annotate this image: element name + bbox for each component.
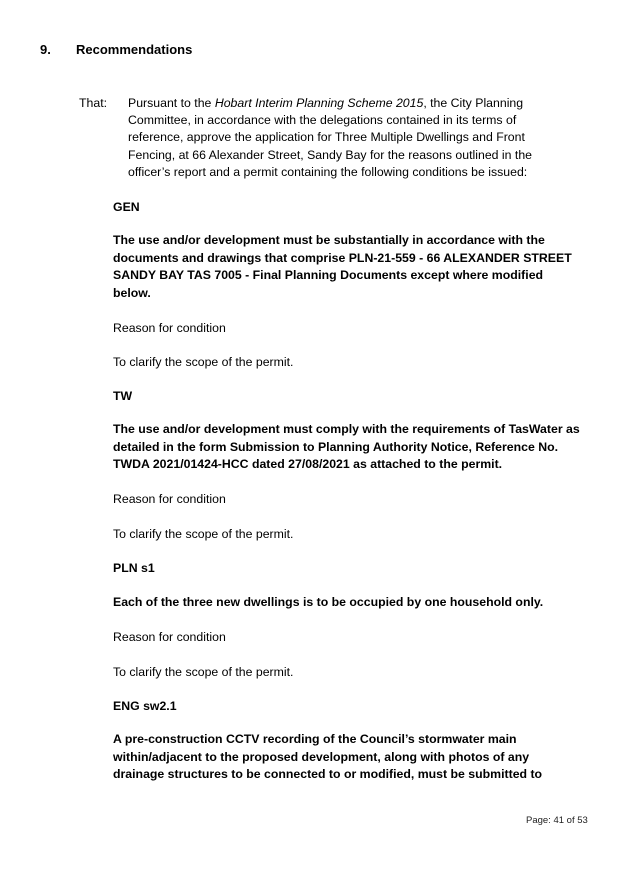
condition-reason-label-gen: Reason for condition bbox=[113, 321, 226, 335]
scheme-name: Hobart Interim Planning Scheme 2015 bbox=[214, 96, 424, 110]
section-number: 9. bbox=[40, 42, 51, 57]
recommendation-intro bbox=[79, 95, 549, 181]
condition-code-pln-s1: PLN s1 bbox=[113, 561, 155, 575]
condition-reason-gen: To clarify the scope of the permit. bbox=[113, 355, 294, 369]
that-label: That: bbox=[79, 96, 108, 110]
condition-text-gen: The use and/or development must be substantially in accordance with the documents and drawings that comprise PLN-21-559 - 66 ALEXANDER STREET SANDY BAY TAS 7005 - Final Planning Documents except where modified below. bbox=[113, 233, 572, 300]
page-number: Page: 41 of 53 bbox=[526, 815, 588, 826]
condition-code-tw: TW bbox=[113, 389, 133, 403]
condition-reason-label-tw: Reason for condition bbox=[113, 492, 226, 506]
condition-text-eng-sw2-1: A pre-construction CCTV recording of the Council’s stormwater main within/adjacent to the proposed development, along with photos of any drainage structures to be connected to or modified, must be submitted to bbox=[113, 732, 543, 782]
condition-code-gen: GEN bbox=[113, 200, 140, 214]
condition-reason-label-pln-s1: Reason for condition bbox=[113, 630, 226, 644]
condition-code-eng-sw2-1: ENG sw2.1 bbox=[113, 699, 177, 713]
condition-reason-tw: To clarify the scope of the permit. bbox=[113, 527, 294, 541]
section-title: Recommendations bbox=[76, 42, 193, 57]
condition-text-tw: The use and/or development must comply with the requirements of TasWater as detailed in the form Submission to Planning Authority Notice, Reference No. TWDA 2021/01424-HCC dated 27/08/2021 as attached to the permit. bbox=[113, 422, 580, 472]
condition-text-pln-s1: Each of the three new dwellings is to be occupied by one household only. bbox=[113, 595, 544, 609]
intro-text-before: Pursuant to the bbox=[128, 96, 215, 110]
intro-text-after: , the City Planning Committee, in accordance with the delegations contained in its terms of reference, approve the application for Three Multiple Dwellings and Front Fencing, at 66 Alexander Street, Sandy Bay for the reasons outlined in the officer’s report and a permit containing the following conditions be issued: bbox=[128, 96, 533, 179]
section-heading bbox=[40, 42, 192, 57]
intro-text bbox=[128, 95, 549, 181]
condition-reason-pln-s1: To clarify the scope of the permit. bbox=[113, 665, 294, 679]
